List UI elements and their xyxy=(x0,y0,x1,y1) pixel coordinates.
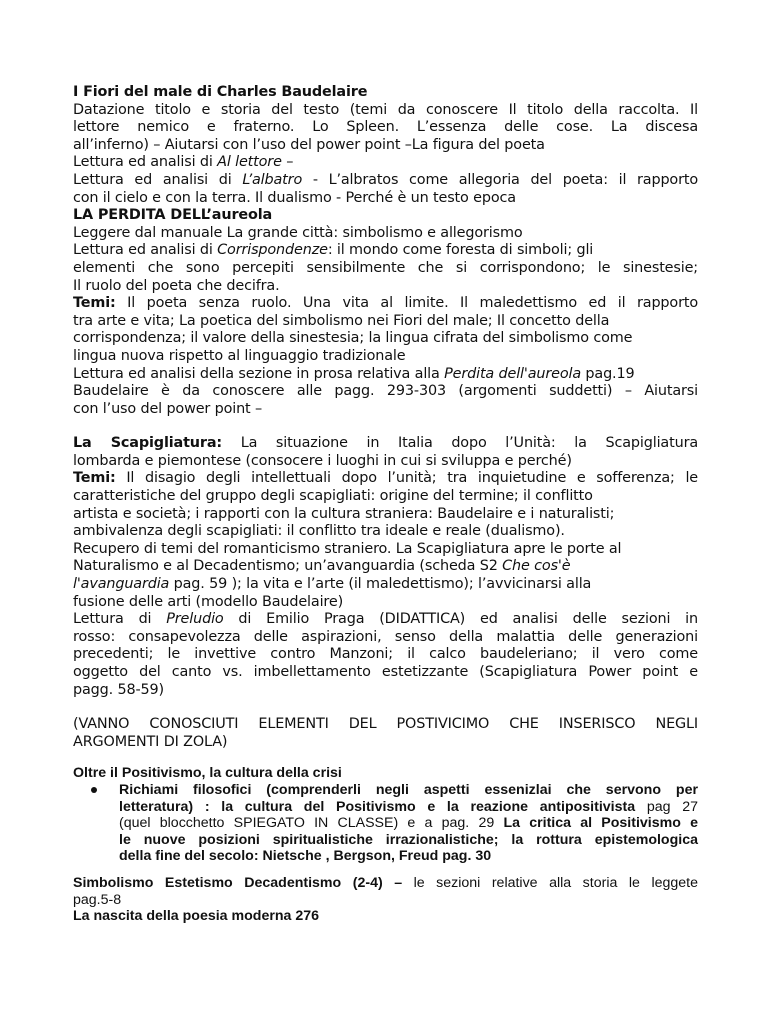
text-run: le sezioni relative alla storia le leggete xyxy=(402,874,698,891)
text-line: corrispondenza; il valore della sinestesia; la lingua cifrata del simbolismo come xyxy=(73,330,633,347)
work-title-al-lettore: Al lettore xyxy=(217,154,282,171)
text-run: - L’albratos come allegoria del poeta: il rapporto xyxy=(302,171,698,188)
text-run: – xyxy=(281,154,294,171)
work-title-albatro: L’albatro xyxy=(242,171,303,188)
text-line: ambivalenza degli scapigliati: il conflitto tra ideale e reale (dualismo). xyxy=(73,523,565,540)
text-line: caratteristiche del gruppo degli scapigliati: origine del termine; il conflitto xyxy=(73,488,593,505)
text-line: pag.5-8 xyxy=(73,891,122,908)
text-line: oggetto del canto vs. imbellettamento estetizzante (Scapigliatura Power point e xyxy=(73,664,698,680)
text-line: Datazione titolo e storia del testo (temi da conoscere Il titolo della raccolta. Il xyxy=(73,101,698,118)
scapigliatura-label: La Scapigliatura: xyxy=(73,435,223,452)
text-line xyxy=(73,470,698,488)
text-line xyxy=(119,799,698,816)
text-line: lombarda e piemontese (consocere i luoghi in cui si sviluppa e perché) xyxy=(73,452,572,469)
text-run: (quel blocchetto xyxy=(119,815,234,832)
text-run: : il mondo come foresta di simboli; gli xyxy=(327,242,594,259)
text-line xyxy=(73,242,698,260)
text-line: con l’uso del power point – xyxy=(73,400,263,417)
text-run: Lettura ed analisi di xyxy=(73,242,218,259)
list-item xyxy=(73,782,698,865)
scapigliatura-section xyxy=(73,435,698,699)
text-run: pag. 59 ); la vita e l’arte (il maledettismo); l’avvicinarsi alla xyxy=(169,576,592,593)
text-run: di Emilio Praga (DIDATTICA) ed analisi delle sezioni in xyxy=(223,611,698,628)
text-line: tra arte e vita; La poetica del simbolismo nei Fiori del male; Il concetto della xyxy=(73,312,610,329)
bullet-icon xyxy=(91,787,97,793)
text-line xyxy=(73,366,698,384)
temi-label: Temi: xyxy=(73,470,116,487)
spacer xyxy=(73,418,698,435)
text-line: Recupero di temi del romanticismo straniero. La Scapigliatura apre le porte al xyxy=(73,540,622,557)
text-line xyxy=(73,576,698,594)
text-run: Lettura ed analisi di xyxy=(73,171,243,188)
text-line: Il ruolo del poeta che decifra. xyxy=(73,277,280,294)
text-line: rosso: consapevolezza delle aspirazioni, senso della malattia delle generazioni xyxy=(73,628,698,645)
text-line xyxy=(73,295,698,313)
text-line: La nascita della poesia moderna 276 xyxy=(73,908,320,925)
text-run: Il disagio degli intellettuali dopo l’unità; tra inquietudine e sofferenza; le xyxy=(115,470,698,487)
text-run: pag.19 xyxy=(581,365,635,382)
text-line: Leggere dal manuale La grande città: simbolismo e allegorismo xyxy=(73,224,523,241)
text-line: (VANNO CONOSCIUTI ELEMENTI DEL POSTIVICIMO CHE INSERISCO NEGLI xyxy=(73,716,698,733)
text-line: lingua nuova rispetto al linguaggio tradizionale xyxy=(73,347,406,364)
text-line: ARGOMENTI DI ZOLA) xyxy=(73,733,228,750)
text-run: Simbolismo Estetismo Decadentismo (2-4) – xyxy=(73,874,403,891)
simbolismo-section xyxy=(73,875,698,925)
text-line: Richiami filosofici (comprenderli negli aspetti essenizlai che servono per xyxy=(119,781,698,798)
baudelaire-section xyxy=(73,84,698,418)
text-run: SPIEGATO IN CLASSE xyxy=(233,815,394,832)
temi-label: Temi: xyxy=(73,295,116,312)
spacer xyxy=(73,751,698,765)
text-line: con il cielo e con la terra. Il dualismo - Perché è un testo epoca xyxy=(73,189,516,206)
work-title-che-cose: Che cos'è xyxy=(502,558,571,575)
perdita-title: LA PERDITA DELL’aureola xyxy=(73,207,273,224)
text-run: Lettura ed analisi della sezione in prosa relativa alla xyxy=(73,365,445,382)
text-run: Il poeta senza ruolo. Una vita al limite. Il maledettismo ed il rapporto xyxy=(115,295,698,312)
text-line: della fine del secolo: Nietsche , Bergson, Freud pag. 30 xyxy=(119,848,492,865)
spacer xyxy=(73,865,698,875)
text-line: fusione delle arti (modello Baudelaire) xyxy=(73,593,344,610)
work-title-avanguardia: l'avanguardia xyxy=(73,576,170,593)
text-line xyxy=(73,611,698,629)
baudelaire-title: I Fiori del male di Charles Baudelaire xyxy=(73,84,368,100)
text-run: ) e a pag. 29 xyxy=(393,815,504,832)
text-line xyxy=(73,558,698,576)
text-line: elementi che sono percepiti sensibilmente che si corrispondono; le sinestesie; xyxy=(73,259,698,276)
text-line xyxy=(73,435,698,453)
text-line: lettore nemico e fraterno. Lo Spleen. L’essenza delle cose. La discesa xyxy=(73,119,698,136)
work-title-perdita: Perdita dell'aureola xyxy=(444,365,581,382)
text-line: le nuove posizioni spiritualistiche irrazionalistiche; la rottura epistemologica xyxy=(119,831,698,848)
spacer xyxy=(73,699,698,716)
text-line: precedenti; le invettive contro Manzoni; il calco baudeleriano; il vero come xyxy=(73,646,698,663)
text-run: letteratura) : la cultura del Positivismo e la reazione antipositivista xyxy=(119,798,636,815)
text-run: Lettura ed analisi di xyxy=(73,154,218,171)
text-run: La situazione in Italia dopo l’Unità: la Scapigliatura xyxy=(222,435,699,452)
work-title-corrispondenze: Corrispondenze xyxy=(217,242,328,259)
positivismo-title: Oltre il Positivismo, la cultura della crisi xyxy=(73,765,342,782)
note-section xyxy=(73,716,698,751)
text-line xyxy=(73,154,698,172)
text-line: artista e società; i rapporti con la cultura straniera: Baudelaire e i naturalisti; xyxy=(73,505,615,522)
text-line xyxy=(73,875,698,892)
text-line xyxy=(73,172,698,190)
text-run: pag 27 xyxy=(635,798,699,815)
text-run: La critica al Positivismo e xyxy=(503,815,699,832)
positivismo-section xyxy=(73,765,698,865)
text-line: Baudelaire è da conoscere alle pagg. 293-303 (argomenti suddetti) – Aiutarsi xyxy=(73,383,698,400)
text-run: Lettura di xyxy=(73,611,167,628)
text-run: Naturalismo e al Decadentismo; un’avanguardia (scheda S2 xyxy=(73,558,503,575)
work-title-preludio: Preludio xyxy=(166,611,224,628)
text-line: all’inferno) – Aiutarsi con l’uso del power point –La figura del poeta xyxy=(73,136,545,153)
text-line: pagg. 58-59) xyxy=(73,681,165,698)
text-line xyxy=(119,815,698,832)
